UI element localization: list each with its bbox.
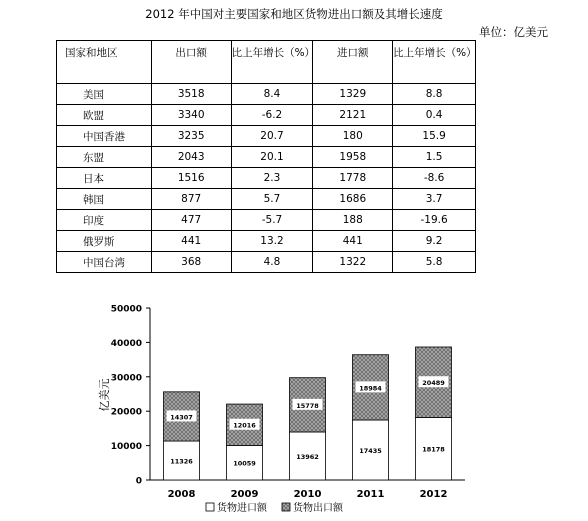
y-tick-label: 20000 [110,407,142,418]
value-cell: 2043 [151,147,231,168]
value-cell: 180 [313,126,393,147]
table-row [57,126,476,147]
value-cell: 2.3 [231,168,313,189]
x-tick-label: 2011 [356,489,385,500]
region-cell: 日本 [57,168,152,189]
data-label-import: 18178 [422,445,445,454]
value-cell: 1329 [313,84,393,105]
data-label-import: 13962 [296,452,319,461]
value-cell: 3.7 [393,189,476,210]
value-cell: 3340 [151,105,231,126]
y-tick-label: 0 [135,476,142,487]
table-row [57,189,476,210]
value-cell: 1.5 [393,147,476,168]
value-cell: 1322 [313,252,393,273]
x-tick-label: 2008 [167,489,196,500]
data-label-export: 15778 [296,401,319,410]
value-cell: 1686 [313,189,393,210]
value-cell: 9.2 [393,231,476,252]
region-cell: 欧盟 [57,105,152,126]
data-label-import: 11326 [170,457,193,466]
region-cell: 美国 [57,84,152,105]
value-cell: 877 [151,189,231,210]
value-cell: 15.9 [393,126,476,147]
y-tick-label: 40000 [110,338,142,349]
value-cell: 13.2 [231,231,313,252]
region-cell: 俄罗斯 [57,231,152,252]
value-cell: 20.1 [231,147,313,168]
value-cell: 2121 [313,105,393,126]
header-cell: 进口额 [313,41,393,84]
data-label-export: 14307 [170,413,193,422]
header-cell: 比上年增长（%） [231,41,313,84]
table-row [57,252,476,273]
value-cell: 8.8 [393,84,476,105]
y-tick-label: 30000 [110,373,142,384]
data-label-export: 12016 [233,421,256,430]
legend-label-export: 货物出口额 [293,503,343,514]
y-tick-label: 50000 [110,304,142,315]
legend [206,501,344,514]
trade-table [56,40,476,273]
value-cell: 0.4 [393,105,476,126]
header-cell: 国家和地区 [57,41,152,84]
value-cell: 188 [313,210,393,231]
unit-label: 单位：亿美元 [479,25,548,39]
value-cell: 441 [151,231,231,252]
y-tick-label: 10000 [110,442,142,453]
legend-swatch-import [206,503,214,511]
value-cell: 441 [313,231,393,252]
value-cell: 5.8 [393,252,476,273]
table-row [57,210,476,231]
value-cell: 20.7 [231,126,313,147]
value-cell: -6.2 [231,105,313,126]
data-label-export: 20489 [422,379,445,388]
region-cell: 印度 [57,210,152,231]
value-cell: 1516 [151,168,231,189]
value-cell: -5.7 [231,210,313,231]
value-cell: -8.6 [393,168,476,189]
table-row [57,147,476,168]
value-cell: 8.4 [231,84,313,105]
table-title: 2012 年中国对主要国家和地区货物进出口额及其增长速度 [145,7,443,21]
value-cell: 1778 [313,168,393,189]
value-cell: 1958 [313,147,393,168]
value-cell: 3518 [151,84,231,105]
table-row [57,231,476,252]
region-cell: 中国香港 [57,126,152,147]
y-axis-title: 亿美元 [98,378,111,412]
value-cell: 368 [151,252,231,273]
region-cell: 中国台湾 [57,252,152,273]
value-cell: 477 [151,210,231,231]
region-cell: 东盟 [57,147,152,168]
legend-swatch-export [282,503,290,511]
data-label-import: 17435 [359,447,382,456]
value-cell: 5.7 [231,189,313,210]
value-cell: 4.8 [231,252,313,273]
value-cell: -19.6 [393,210,476,231]
data-label-export: 18984 [359,384,382,393]
table-row [57,168,476,189]
value-cell: 3235 [151,126,231,147]
x-tick-label: 2009 [230,489,259,500]
region-cell: 韩国 [57,189,152,210]
table-row [57,84,476,105]
data-label-import: 10059 [233,459,256,468]
legend-label-import: 货物进口额 [217,503,267,514]
x-tick-label: 2010 [293,489,322,500]
header-cell: 出口额 [151,41,231,84]
table-header-row [57,41,476,84]
trade-chart [0,290,588,521]
header-cell: 比上年增长（%） [393,41,476,84]
table-row [57,105,476,126]
x-tick-label: 2012 [419,489,448,500]
